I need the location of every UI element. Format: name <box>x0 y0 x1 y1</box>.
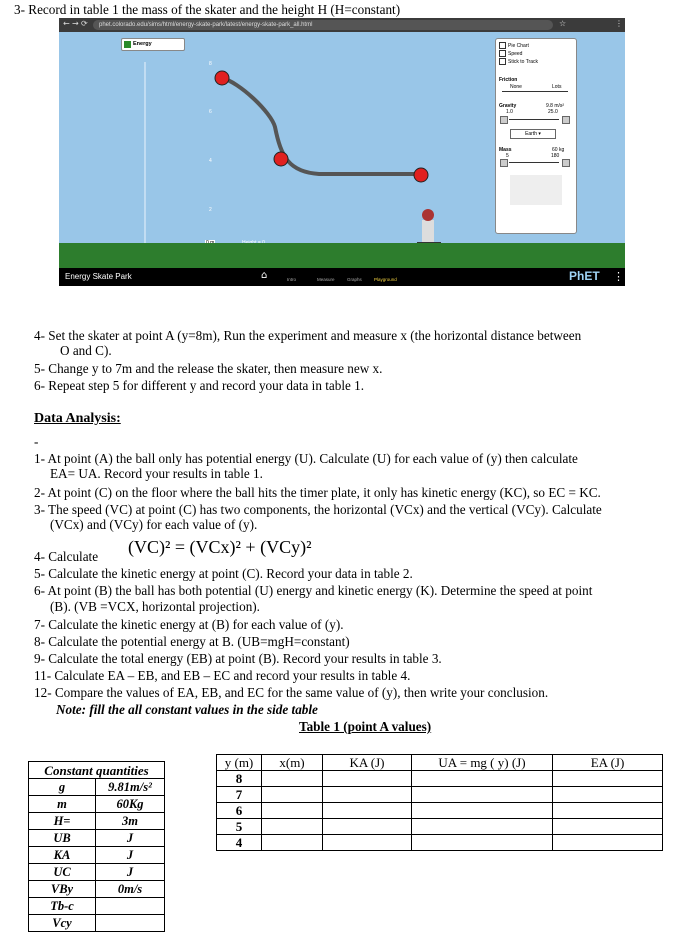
tick-2: 2 <box>209 207 212 213</box>
header-ea: EA (J) <box>553 755 663 771</box>
item-2: 2- At point (C) on the floor where the ball hits the timer plate, it only has kinetic energy (KC), so EC = KC. <box>34 485 601 500</box>
constant-row <box>29 779 165 796</box>
constant-name: m <box>29 796 96 813</box>
table-1-title: Table 1 (point A values) <box>299 719 432 734</box>
track-curve <box>222 78 419 174</box>
constant-value[interactable]: J <box>96 864 165 881</box>
item-8: 8- Calculate the potential energy at B. (UB=mgH=constant) <box>34 634 350 649</box>
ka-cell[interactable] <box>323 819 412 835</box>
constant-value[interactable]: 3m <box>96 813 165 830</box>
speed-checkbox[interactable] <box>499 50 506 57</box>
mass-title: Mass <box>499 147 512 153</box>
y-value: 8 <box>217 771 262 787</box>
simulation-screenshot <box>59 18 625 286</box>
item-12: 12- Compare the values of EA, EB, and EC for the same value of (y), then write your conclusion. <box>34 685 549 700</box>
ea-cell[interactable] <box>553 835 663 851</box>
ea-cell[interactable] <box>553 819 663 835</box>
step-5: 5- Change y to 7m and the release the skater, then measure new x. <box>34 361 383 376</box>
constants-title: Constant quantities <box>29 762 165 779</box>
x-cell[interactable] <box>262 803 323 819</box>
friction-none: None <box>510 84 522 90</box>
planet-value: Earth <box>525 131 538 137</box>
y-value: 4 <box>217 835 262 851</box>
item-9: 9- Calculate the total energy (EB) at point (B). Record your results in table 3. <box>34 651 442 666</box>
table-1-header-row <box>217 755 663 771</box>
url-field[interactable]: phet.colorado.edu/sims/html/energy-skate-park/latest/energy-skate-park_all.html <box>93 20 553 30</box>
constant-value[interactable] <box>96 898 165 915</box>
forward-icon[interactable]: → <box>72 19 79 28</box>
constants-table <box>28 761 165 932</box>
table-1 <box>216 754 663 851</box>
x-cell[interactable] <box>262 835 323 851</box>
gravity-slider[interactable] <box>509 119 559 120</box>
phet-logo: PhET <box>569 269 600 283</box>
friction-lots: Lots <box>552 84 562 90</box>
constant-row <box>29 864 165 881</box>
tick-8: 8 <box>209 61 212 67</box>
step-4-line-2: O and C). <box>60 343 112 358</box>
energy-label: Energy <box>133 41 152 47</box>
ua-cell[interactable] <box>412 835 553 851</box>
analysis-title: Data Analysis: <box>34 411 121 426</box>
constant-row <box>29 915 165 932</box>
constant-row <box>29 847 165 864</box>
constant-row <box>29 898 165 915</box>
menu-icon[interactable]: ⋮ <box>615 19 623 28</box>
nav-intro[interactable]: Intro <box>287 277 297 282</box>
item-3-line-1: 3- The speed (VC) at point (C) has two components, the horizontal (VCx) and the vertical (VCy). Calculate <box>34 502 602 517</box>
constant-value[interactable]: 0m/s <box>96 881 165 898</box>
friction-slider[interactable] <box>502 91 568 92</box>
track-node-middle[interactable] <box>274 152 288 166</box>
item-3-line-2: (VCx) and (VCy) for each value of (y). <box>50 517 258 532</box>
ea-cell[interactable] <box>553 771 663 787</box>
constant-name: g <box>29 779 96 796</box>
reload-icon[interactable]: ⟳ <box>81 19 88 28</box>
control-panel <box>495 38 577 234</box>
constant-value[interactable] <box>96 915 165 932</box>
table-row <box>217 787 663 803</box>
item-4: 4- Calculate <box>34 549 99 564</box>
phet-menu-icon[interactable]: ⋮ <box>613 271 624 283</box>
friction-title: Friction <box>499 77 518 83</box>
track-node-start[interactable] <box>215 71 229 85</box>
gravity-value: 9.8 m/s² <box>546 103 565 109</box>
item-5: 5- Calculate the kinetic energy at point (C). Record your data in table 2. <box>34 566 413 581</box>
table-row <box>217 803 663 819</box>
gravity-title: Gravity <box>499 103 517 109</box>
ua-cell[interactable] <box>412 819 553 835</box>
ea-cell[interactable] <box>553 803 663 819</box>
star-icon[interactable]: ☆ <box>559 19 567 28</box>
ka-cell[interactable] <box>323 787 412 803</box>
constant-row <box>29 796 165 813</box>
constant-name: Vcy <box>29 915 96 932</box>
mass-slider[interactable] <box>509 162 559 163</box>
tick-6: 6 <box>209 109 212 115</box>
gravity-min: 1.0 <box>506 109 513 115</box>
constant-name: H= <box>29 813 96 830</box>
ua-cell[interactable] <box>412 787 553 803</box>
item-6-line-2: (B). (VB =VCX, horizontal projection). <box>50 599 260 614</box>
gravity-decrease-button[interactable] <box>500 116 508 124</box>
constant-name: UC <box>29 864 96 881</box>
nav-playground[interactable]: Playground <box>374 277 397 282</box>
constant-value[interactable]: J <box>96 847 165 864</box>
item-6-line-1: 6- At point (B) the ball has both potential (U) energy and kinetic energy (K). Determine the speed at point <box>34 583 593 598</box>
nav-measure[interactable]: Measure <box>317 277 335 282</box>
skater-choices[interactable] <box>510 175 562 205</box>
pie-chart-checkbox[interactable] <box>499 42 506 49</box>
ground <box>59 243 625 268</box>
step-3: 3- Record in table 1 the mass of the skater and the height H (H=constant) <box>14 2 401 17</box>
ua-cell[interactable] <box>412 771 553 787</box>
browser-bar <box>59 18 625 32</box>
ua-cell[interactable] <box>412 803 553 819</box>
table-row <box>217 771 663 787</box>
x-cell[interactable] <box>262 787 323 803</box>
constant-value[interactable]: 60Kg <box>96 796 165 813</box>
header-ka: KA (J) <box>323 755 412 771</box>
ka-cell[interactable] <box>323 771 412 787</box>
constant-row <box>29 881 165 898</box>
stick-to-track-checkbox[interactable] <box>499 58 506 65</box>
stick-to-track-option[interactable] <box>499 58 538 66</box>
y-value: 6 <box>217 803 262 819</box>
track-node-end[interactable] <box>414 168 428 182</box>
speed-formula: (VC)² = (VCx)² + (VCy)² <box>128 537 312 557</box>
speed-label: Speed <box>508 51 523 57</box>
mass-decrease-button[interactable] <box>500 159 508 167</box>
mass-value: 60 kg <box>552 147 565 153</box>
header-x: x(m) <box>262 755 323 771</box>
constant-row <box>29 813 165 830</box>
planet-select[interactable]: Earth ▾ <box>510 129 556 139</box>
ka-cell[interactable] <box>323 835 412 851</box>
constant-row <box>29 830 165 847</box>
pie-chart-label: Pie Chart <box>508 43 529 49</box>
gravity-max: 25.0 <box>548 109 558 115</box>
gravity-increase-button[interactable] <box>562 116 570 124</box>
stick-to-track-label: Stick to Track <box>508 59 539 65</box>
nav-graphs[interactable]: Graphs <box>347 277 362 282</box>
header-y: y (m) <box>217 755 262 771</box>
pie-chart-option[interactable] <box>499 42 538 50</box>
ka-cell[interactable] <box>323 803 412 819</box>
table-row <box>217 819 663 835</box>
y-value: 5 <box>217 819 262 835</box>
item-7: 7- Calculate the kinetic energy at (B) for each value of (y). <box>34 617 344 632</box>
y-value: 7 <box>217 787 262 803</box>
app-title: Energy Skate Park <box>65 272 132 281</box>
constant-name: KA <box>29 847 96 864</box>
analysis-dash: - <box>34 434 39 449</box>
header-ua: UA = mg ( y) (J) <box>412 755 553 771</box>
speed-option[interactable] <box>499 50 538 58</box>
constants-header-row <box>29 762 165 779</box>
app-footer <box>59 268 625 286</box>
step-4-line-1: 4- Set the skater at point A (y=8m), Run the experiment and measure x (the horizontal distance between <box>34 328 582 343</box>
tick-4: 4 <box>209 158 212 164</box>
back-icon[interactable]: ← <box>63 19 70 28</box>
home-icon[interactable]: ⌂ <box>261 270 268 281</box>
side-table-note: Note: fill the all constant values in the side table <box>56 702 318 717</box>
mass-increase-button[interactable] <box>562 159 570 167</box>
x-cell[interactable] <box>262 771 323 787</box>
item-11: 11- Calculate EA – EB, and EB – EC and record your results in table 4. <box>34 668 411 683</box>
constant-name: Tb-c <box>29 898 96 915</box>
constant-value[interactable]: J <box>96 830 165 847</box>
x-cell[interactable] <box>262 819 323 835</box>
constant-value[interactable]: 9.81m/s² <box>96 779 165 796</box>
ea-cell[interactable] <box>553 787 663 803</box>
step-6: 6- Repeat step 5 for different y and record your data in table 1. <box>34 378 365 393</box>
constant-name: VBy <box>29 881 96 898</box>
mass-max: 180 <box>551 153 560 159</box>
mass-min: 5 <box>506 153 509 159</box>
constant-name: UB <box>29 830 96 847</box>
item-1-line-1: 1- At point (A) the ball only has potential energy (U). Calculate (U) for each value of (y) then calculate <box>34 451 578 466</box>
item-1-line-2: EA= UA. Record your results in table 1. <box>50 466 263 481</box>
skater-figure[interactable] <box>417 209 441 245</box>
table-row <box>217 835 663 851</box>
